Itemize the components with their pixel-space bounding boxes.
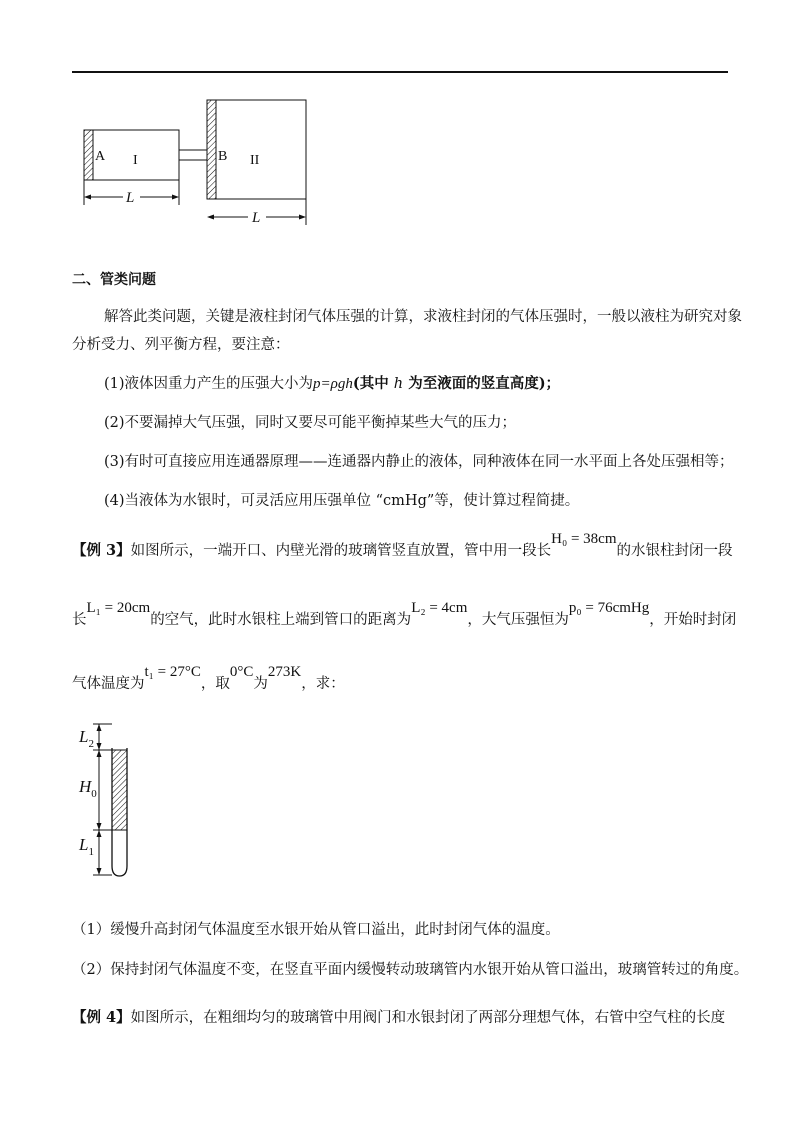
label-a: A (95, 149, 106, 164)
dim-left: L (126, 190, 135, 206)
label-chamber-2: II (250, 153, 260, 168)
fig-label-l1: $L_1$ (79, 835, 94, 858)
point-1: (1)液体因重力产生的压强大小为p=ρgh(其中 h 为至液面的竖直高度)； (104, 375, 561, 392)
point-3: (3)有时可直接应用连通器原理——连通器内静止的液体，同种液体在同一水平面上各处压强相等； (104, 454, 734, 470)
intro-line-2: 分析受力、列平衡方程，要注意： (72, 337, 290, 353)
question-1: （1）缓慢升高封闭气体温度至水银开始从管口溢出，此时封闭气体的温度。 (72, 922, 560, 938)
example3-line-1: 【例 3】如图所示，一端开口、内壁光滑的玻璃管竖直放置，管中用一段长H₀ = 38cm的水银柱封闭一段 (72, 531, 733, 559)
example4-line-1: 【例 4】如图所示，在粗细均匀的玻璃管中用阀门和水银封闭了两部分理想气体，右管中空气柱的长度 (72, 1009, 726, 1026)
intro-line-1: 解答此类问题，关键是液柱封闭气体压强的计算，求液柱封闭的气体压强时，一般以液柱为研究对象 (104, 309, 742, 325)
dim-right: L (252, 210, 261, 226)
example3-line-2: 长L₁ = 20cm的空气，此时水银柱上端到管口的距离为L₂ = 4cm，大气压强恒为p₀ = 76cmHg，开始时封闭 (72, 600, 737, 628)
point-4: (4)当液体为水银时，可灵活应用压强单位 “cmHg”等，使计算过程简捷。 (104, 493, 580, 509)
section-title: 二、管类问题 (72, 272, 156, 288)
label-chamber-1: I (133, 153, 138, 168)
question-2: （2）保持封闭气体温度不变，在竖直平面内缓慢转动玻璃管内水银开始从管口溢出，玻璃管转过的角度。 (72, 962, 749, 978)
fig-label-l2: $L_2$ (79, 727, 94, 750)
point-2: (2)不要漏掉大气压强，同时又要尽可能平衡掉某些大气的压力； (104, 415, 517, 431)
example3-line-3: 气体温度为t₁ = 27°C，取0°C为273K，求： (72, 664, 345, 692)
fig-label-h0: $H_0$ (79, 777, 97, 800)
mercury-column (112, 750, 127, 830)
label-b: B (218, 149, 228, 164)
